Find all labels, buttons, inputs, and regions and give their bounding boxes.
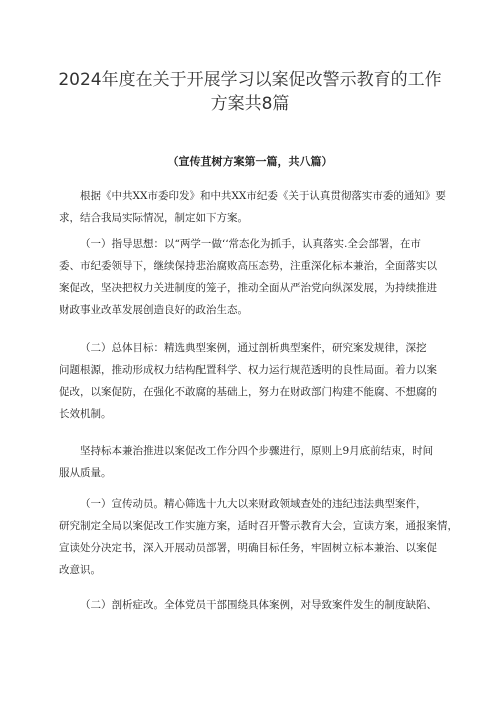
paragraph-publicity	[59, 493, 458, 581]
text-line: （一）宣传动员。精心筛选十九大以来财政领域查处的违纪违法典型案件，	[80, 498, 427, 510]
text-line: 委、市纪委领导下，继续保持悲治腐败高压态势，注重深化标本兼治，全面落实以	[59, 260, 437, 272]
text-line: 长效机制。	[59, 408, 112, 420]
text-line: 宣读处分决定书，深入开展动员部署，明确目标任务，牢固树立标本兼治、以案促	[59, 542, 437, 554]
text-line: 研究制定全局以案促改工作实施方案，适时召开警示教育大会，宣读方案，通报案情，	[59, 520, 458, 532]
text-line: 求，结合我局实际情况，制定如下方案。	[59, 212, 248, 224]
section-subheading: （宣传苴树方案第一篇，共八篇）	[167, 155, 333, 168]
document-title	[40, 68, 460, 116]
text-line: （二）剖析症改。全体党员干部围绕具体案例，对导致案件发生的制度缺陷、	[80, 599, 437, 611]
text-line: 案促改，坚决把权力关进制度的笼子，推动全面从严治党向纵深发展，为持续推进	[59, 282, 437, 294]
text-line: 财政事业改革发展创造良好的政治生态。	[59, 304, 248, 316]
paragraph-intro	[59, 185, 444, 229]
paragraph-guiding-thought	[59, 233, 444, 321]
title-line-2: 方案共8篇	[210, 94, 290, 114]
paragraph-analysis	[59, 594, 444, 616]
text-line: （二）总体目标：精选典型案例，通过剖析典型案件，研究案发规律，深挖	[80, 342, 427, 354]
text-line: （一）指导思想：以“两学一做‘‘常态化为抓手，认真落实.全会部署，在市	[80, 238, 421, 250]
text-line: 坚持标本兼治推进以案促改工作分四个步骤进行，原则上9月底前结束，时间	[80, 445, 434, 457]
title-line-1: 2024年度在关于开展学习以案促改警示教育的工作	[58, 70, 442, 90]
text-line: 问题根源，推动形成权力结构配置科学、权力运行规范透明的良性局面。着力以案	[59, 364, 437, 376]
text-line: 根据《中共XX市委印发》和中共XX市纪委《关于认真贯彻落实市委的通知》要	[80, 190, 446, 202]
paragraph-steps	[59, 440, 444, 484]
text-line: 服从质量。	[59, 467, 112, 479]
text-line: 促改，以案促防，在强化不敢腐的基础上，努力在财政部门构建不能腐、不想腐的	[59, 386, 437, 398]
paragraph-overall-goal	[59, 337, 444, 425]
text-line: 改意识。	[59, 564, 101, 576]
